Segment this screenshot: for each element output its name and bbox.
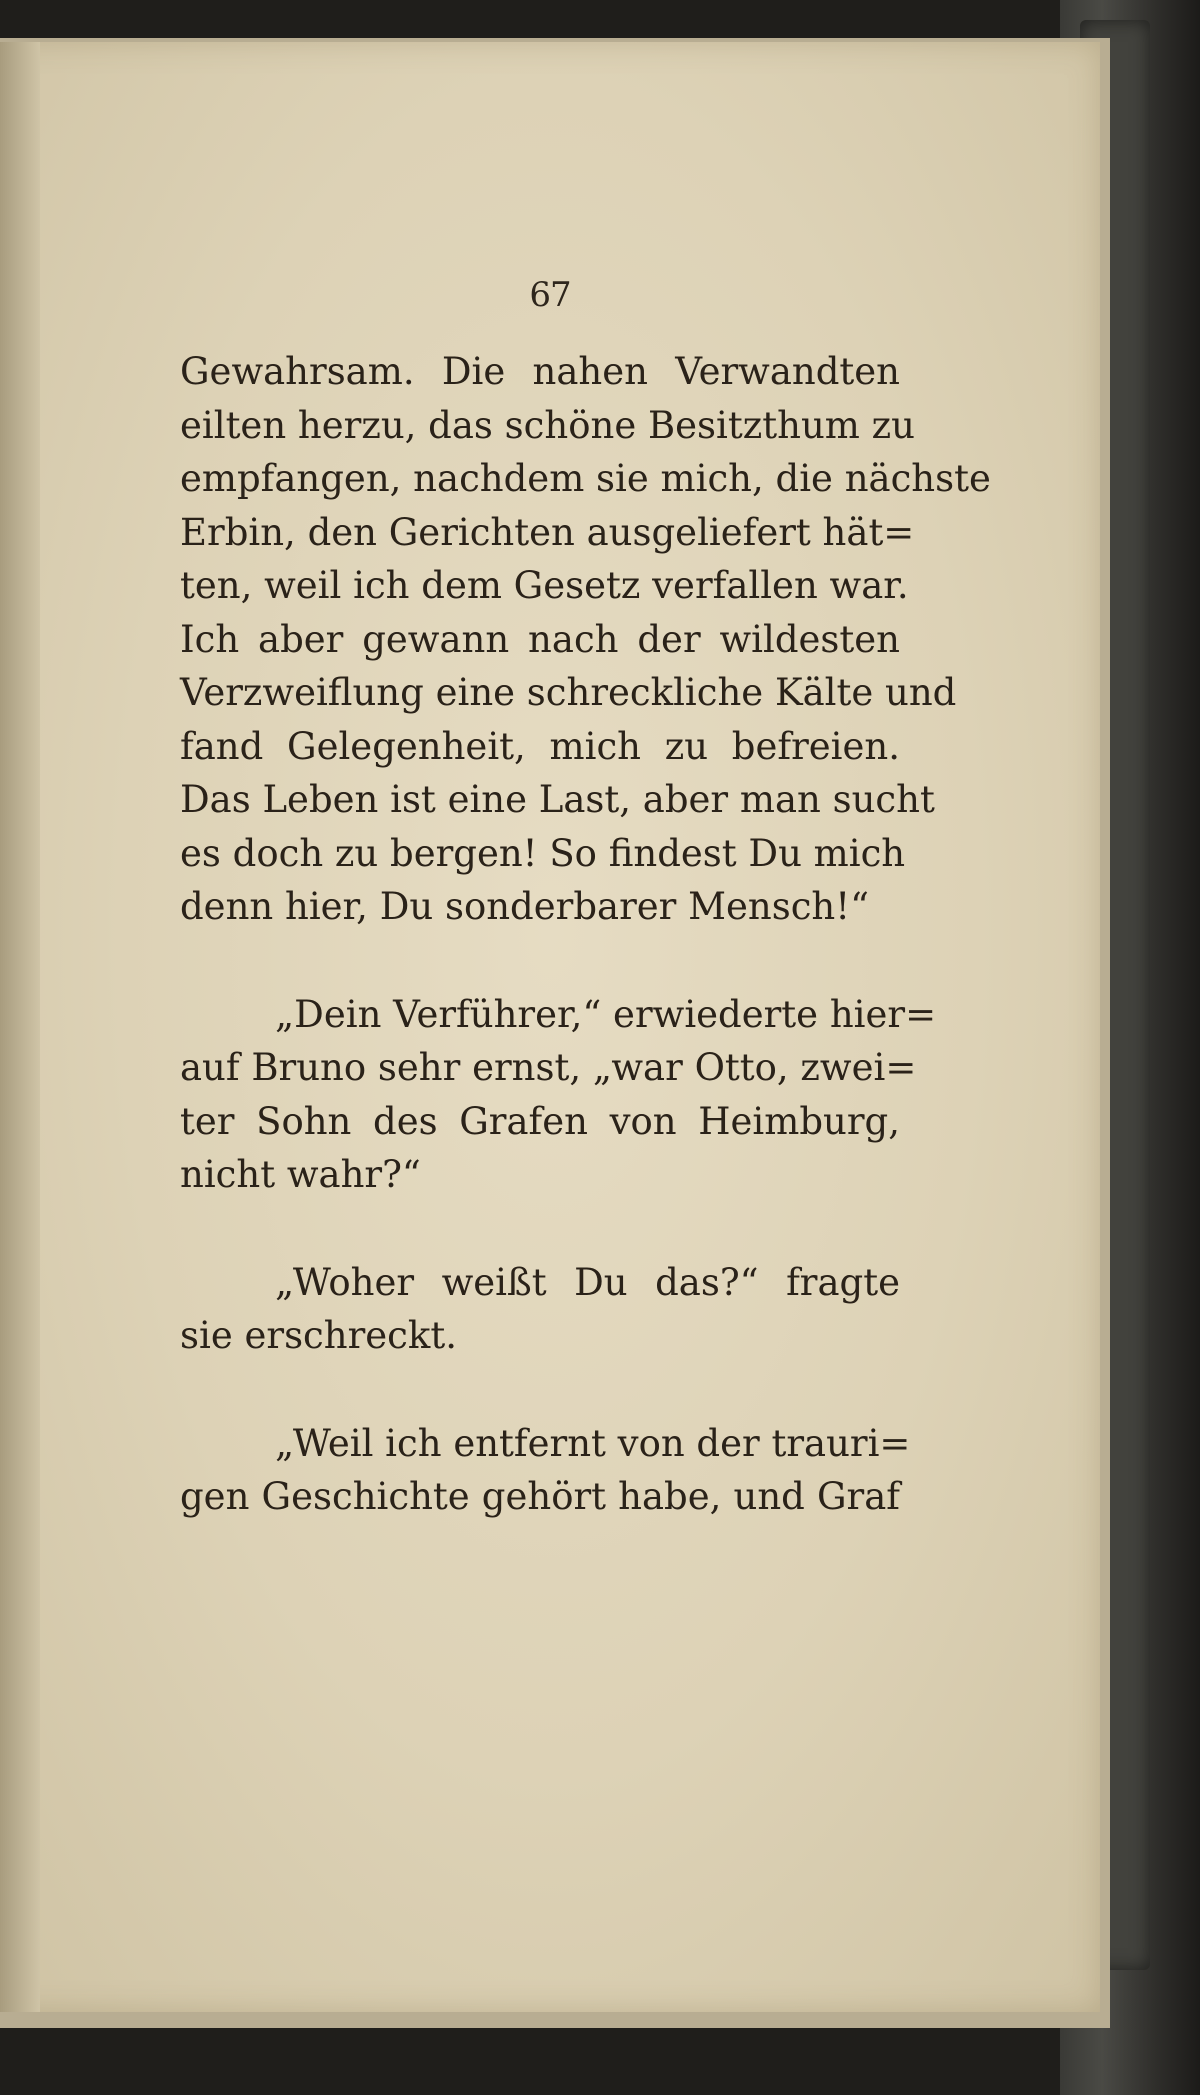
text-line: gen Geschichte gehört habe, und Graf (180, 1475, 900, 1518)
text-line: eilten herzu, das schöne Besitzthum zu (180, 403, 915, 447)
text-line: „Dein Verführer,“ erwiederte hier= (275, 992, 937, 1036)
paragraph (180, 988, 937, 1202)
text-line: ten, weil ich dem Gesetz verfallen war. (180, 564, 909, 607)
text-line: Das Leben ist eine Last, aber man sucht (180, 778, 935, 821)
text-line: Erbin, den Gerichten ausgeliefert hät= (180, 510, 915, 554)
paragraph (180, 1417, 911, 1524)
text-line: nicht wahr?“ (180, 1153, 421, 1196)
paragraph (180, 1256, 900, 1363)
text-line: Gewahrsam. Die nahen Verwandten (180, 350, 900, 393)
text-line: empfangen, nachdem sie mich, die nächste (180, 457, 991, 500)
text-line: „Woher weißt Du das?“ fragte (275, 1260, 900, 1304)
text-line: sie erschreckt. (180, 1314, 457, 1357)
text-line: Ich aber gewann nach der wildesten (180, 617, 900, 661)
body-text (180, 345, 991, 1524)
text-line: es doch zu bergen! So findest Du mich (180, 831, 906, 875)
text-line: „Weil ich entfernt von der trauri= (275, 1421, 911, 1465)
text-line: auf Bruno sehr ernst, „war Otto, zwei= (180, 1046, 917, 1089)
paragraph-gap (180, 1363, 900, 1417)
paragraph (180, 345, 991, 934)
page-number: 67 (529, 275, 571, 315)
page-gutter (0, 42, 40, 2012)
text-line: ter Sohn des Grafen von Heimburg, (180, 1099, 900, 1143)
paragraph-gap (180, 1202, 900, 1256)
text-line: Verzweiflung eine schreckliche Kälte und (180, 671, 957, 714)
text-line: fand Gelegenheit, mich zu befreien. (180, 724, 900, 768)
text-line: denn hier, Du sonderbarer Mensch!“ (180, 885, 870, 928)
paragraph-gap (180, 934, 900, 988)
